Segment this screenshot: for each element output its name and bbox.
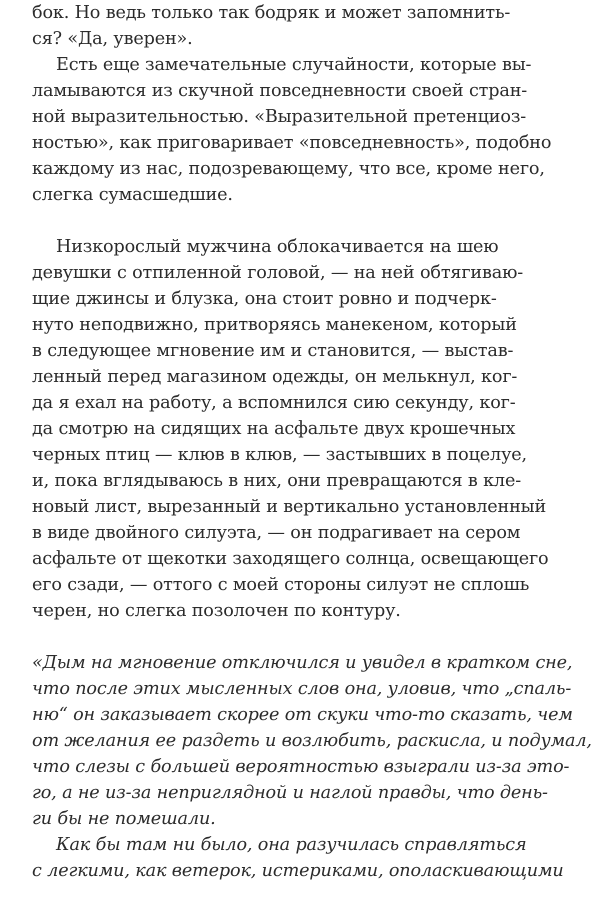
text-line: и, пока вглядываюсь в них, они превращаются в кле- <box>32 471 521 491</box>
text-line: ся? «Да, уверен». <box>32 29 193 49</box>
text-line: черен, но слегка позолочен по контуру. <box>32 601 401 621</box>
italic-text-line: с легкими, как ветерок, истериками, ополаскивающими <box>32 861 564 881</box>
text-line: ламываются из скучной повседневности своей стран- <box>32 81 528 101</box>
text-line: да я ехал на работу, а вспомнился сию секунду, ког- <box>32 393 516 413</box>
text-line: Низкорослый мужчина облокачивается на шею <box>56 237 499 257</box>
text-line: щие джинсы и блузка, она стоит ровно и подчерк- <box>32 289 497 309</box>
text-line: новый лист, вырезанный и вертикально установленный <box>32 497 547 517</box>
text-line: его сзади, — оттого с моей стороны силуэт не сплошь <box>32 575 530 595</box>
text-line: черных птиц — клюв в клюв, — застывших в поцелуе, <box>32 445 527 465</box>
italic-text-line: ги бы не помешали. <box>32 809 216 829</box>
text-line: ной выразительностью. «Выразительной претенциоз- <box>32 107 527 127</box>
italic-text-line: что слезы с большей вероятностью взыграли из-за это- <box>32 757 570 777</box>
text-line: ленный перед магазином одежды, он мелькнул, ког- <box>32 367 518 387</box>
text-line: слегка сумасшедшие. <box>32 185 233 205</box>
text-line: ностью», как приговаривает «повседневность», подобно <box>32 133 552 153</box>
text-line: асфальте от щекотки заходящего солнца, освещающего <box>32 549 549 569</box>
italic-text-line: от желания ее раздеть и возлюбить, раскисла, и подумал, <box>32 731 592 751</box>
text-line: Есть еще замечательные случайности, которые вы- <box>56 55 532 75</box>
text-line: каждому из нас, подозревающему, что все, кроме него, <box>32 159 545 179</box>
italic-text-line: ню“ он заказывает скорее от скуки что-то сказать, чем <box>32 705 573 725</box>
text-line: девушки с отпиленной головой, — на ней обтягиваю- <box>32 263 524 283</box>
italic-text-line: что после этих мысленных слов она, уловив, что „спаль- <box>32 679 572 699</box>
text-line: в следующее мгновение им и становится, — выстав- <box>32 341 514 361</box>
italic-text-line: го, а не из-за неприглядной и наглой правды, что день- <box>32 783 548 803</box>
text-line: нуто неподвижно, притворяясь манекеном, который <box>32 315 517 335</box>
text-line: да смотрю на сидящих на асфальте двух крошечных <box>32 419 516 439</box>
text-line: бок. Но ведь только так бодряк и может запомнить- <box>32 3 511 23</box>
italic-text-line: Как бы там ни было, она разучилась справляться <box>56 835 527 855</box>
text-line: в виде двойного силуэта, — он подрагивает на сером <box>32 523 521 543</box>
italic-text-line: «Дым на мгновение отключился и увидел в кратком сне, <box>32 653 573 673</box>
